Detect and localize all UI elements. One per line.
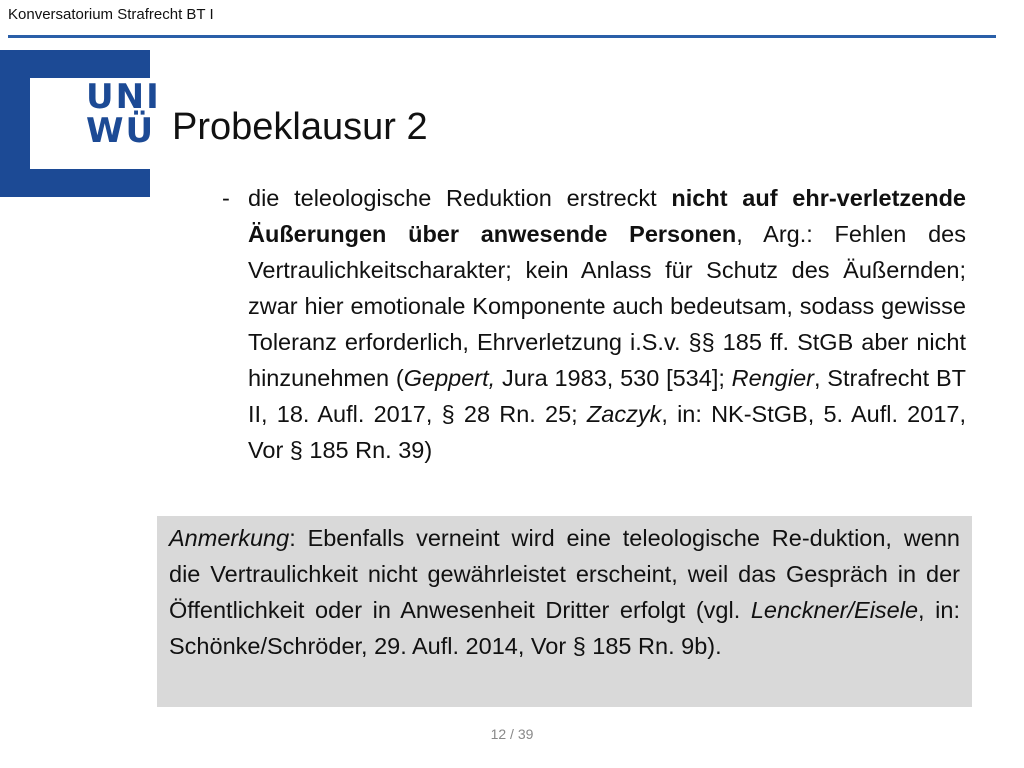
slide-title: Probeklausur 2 bbox=[172, 106, 428, 148]
citation-author: Rengier bbox=[731, 365, 814, 391]
logo-line-2: WÜ bbox=[86, 111, 156, 151]
bullet-dash: - bbox=[222, 185, 230, 211]
bullet-text-part: , Strafrecht BT II, 18. Aufl. 2017, § 28 Rn. 25; bbox=[248, 365, 966, 427]
bullet-text-part: , in: NK-StGB, 5. Aufl. 2017, Vor § 185 Rn. 39) bbox=[248, 401, 966, 463]
citation-author: Lenckner/Eisele bbox=[750, 597, 919, 623]
note-text-part: : Ebenfalls verneint wird eine teleologische Re-duktion, wenn die Vertraulichkeit nicht gewährleistet erscheint, weil das Gespräch in der Öffentlichkeit oder in Anwesenheit Dritter erfolgt (vgl. bbox=[169, 525, 960, 623]
logo-line-1: UNI bbox=[86, 77, 161, 117]
bullet-item bbox=[222, 180, 966, 468]
logo-wordmark bbox=[86, 77, 161, 151]
header-title: Konversatorium Strafrecht BT I bbox=[8, 6, 214, 23]
bullet-text-part: , Arg.: Fehlen des Vertraulichkeitscharakter; kein Anlass für Schutz des Äußernden; zwar hier emotionale Komponente auch bedeutsam, sodass gewisse Toleranz erforderlich, Ehrverletzung i.S.v. §§ 185 ff. StGB aber nicht hinzunehmen ( bbox=[248, 221, 966, 391]
note-text-part: , in: Schönke/Schröder, 29. Aufl. 2014, Vor § 185 Rn. 9b). bbox=[169, 597, 960, 659]
header-divider bbox=[8, 35, 996, 38]
note-box bbox=[157, 516, 972, 707]
note-label: Anmerkung bbox=[169, 525, 290, 551]
bullet-text-part: die teleologische Reduktion erstreckt bbox=[248, 185, 672, 211]
page-number: 12 / 39 bbox=[490, 726, 534, 742]
citation-author: Geppert, bbox=[403, 365, 496, 391]
bullet-text bbox=[248, 180, 966, 468]
bullet-text-part: Jura 1983, 530 [534]; bbox=[495, 365, 732, 391]
citation-author: Zaczyk bbox=[586, 401, 662, 427]
bullet-emphasis: nicht auf ehr-verletzende Äußerungen über anwesende Personen bbox=[248, 185, 966, 247]
